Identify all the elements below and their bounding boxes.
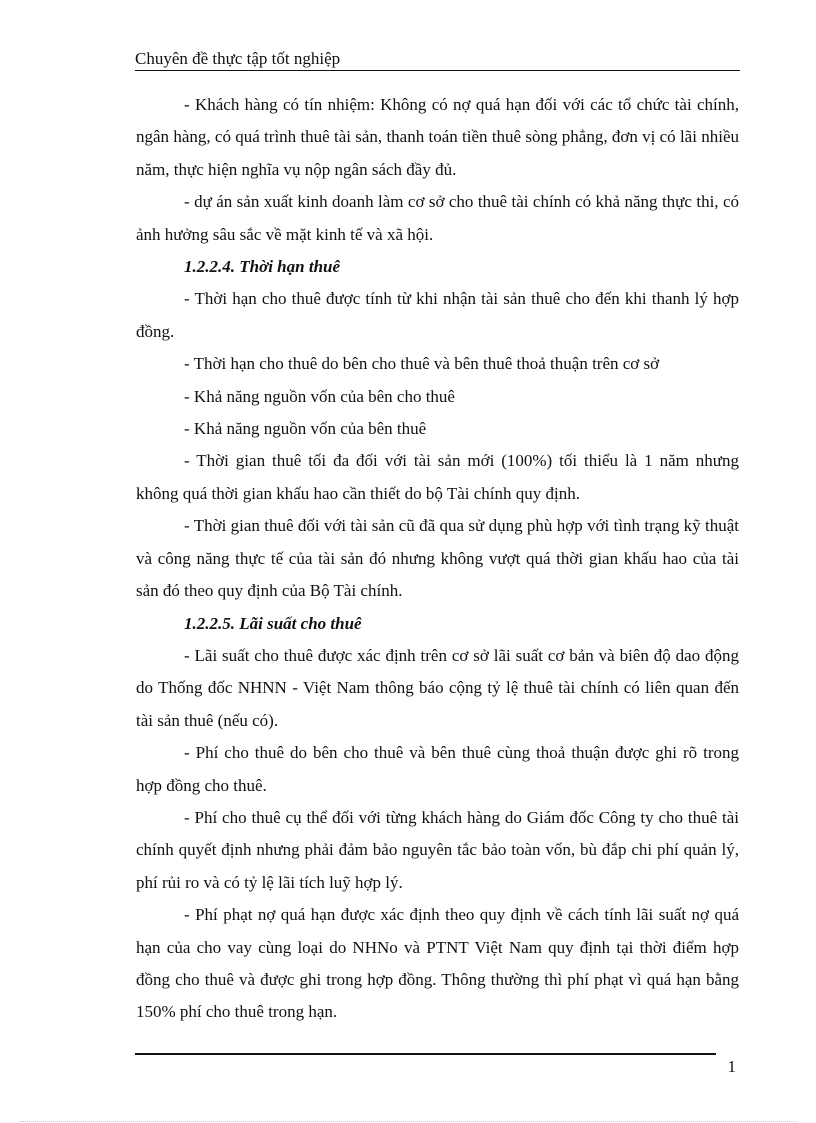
page-header-title: Chuyên đề thực tập tốt nghiệp (135, 49, 341, 68)
body-paragraph: - Khả năng nguồn vốn của bên thuê (184, 419, 427, 439)
body-paragraph: - Thời hạn cho thuê được tính từ khi nhận tài sản thuê cho đến khi thanh lý hợp đồng. (136, 289, 739, 341)
body-paragraph: - Phí phạt nợ quá hạn được xác định theo quy định về cách tính lãi suất nợ quá hạn của cho vay cùng loại do NHNo và PTNT Việt Nam quy định tại thời điểm hợp đồng cho thuê và được ghi trong hợp đồng. Thông thường thì phí phạt vì quá hạn bằng 150% phí cho thuê trong hạn. (136, 905, 739, 1022)
section-heading: 1.2.2.4. Thời hạn thuê (184, 257, 341, 277)
footer-divider (135, 1053, 716, 1055)
body-paragraph: - Lãi suất cho thuê được xác định trên cơ sở lãi suất cơ bản và biên độ dao động do Thống đốc NHNN - Việt Nam thông báo cộng tỷ lệ thuê tài chính có liên quan đến tài sản thuê (nếu có). (136, 645, 739, 730)
page-edge-divider (20, 1121, 796, 1122)
body-paragraph: - Phí cho thuê cụ thể đối với từng khách hàng do Giám đốc Công ty cho thuê tài chính quyết định nhưng phải đảm bảo nguyên tắc bảo toàn vốn, bù đắp chi phí quản lý, phí rủi ro và có tỷ lệ lãi tích luỹ hợp lý. (136, 807, 739, 892)
page-number: 1 (727, 1057, 736, 1076)
body-paragraph: - Thời gian thuê tối đa đối với tài sản mới (100%) tối thiểu là 1 năm nhưng không quá thời gian khấu hao cần thiết do bộ Tài chính quy định. (136, 451, 739, 503)
body-paragraph: - Thời hạn cho thuê do bên cho thuê và bên thuê thoả thuận trên cơ sở (184, 354, 660, 374)
header-divider (135, 70, 740, 71)
section-heading: 1.2.2.5. Lãi suất cho thuê (184, 613, 362, 633)
body-paragraph: - Khả năng nguồn vốn của bên cho thuê (184, 386, 455, 406)
body-paragraph: - Khách hàng có tín nhiệm: Không có nợ quá hạn đối với các tổ chức tài chính, ngân hàng, có quá trình thuê tài sản, thanh toán tiền thuê sòng phẳng, đơn vị có lãi nhiều năm, thực hiện nghĩa vụ nộp ngân sách đầy đủ. (136, 95, 739, 179)
body-paragraph: - Phí cho thuê do bên cho thuê và bên thuê cùng thoả thuận được ghi rõ trong hợp đồng cho thuê. (136, 743, 739, 795)
body-paragraph: - Thời gian thuê đối với tài sản cũ đã qua sử dụng phù hợp với tình trạng kỹ thuật và công năng thực tế của tài sản đó nhưng không vượt quá thời gian khấu hao của tài sản đó theo quy định của Bộ Tài chính. (136, 516, 739, 601)
body-paragraph: - dự án sản xuất kinh doanh làm cơ sở cho thuê tài chính có khả năng thực thi, có ảnh hưởng sâu sắc về mặt kinh tế và xã hội. (136, 192, 739, 244)
document-body (136, 89, 739, 1029)
